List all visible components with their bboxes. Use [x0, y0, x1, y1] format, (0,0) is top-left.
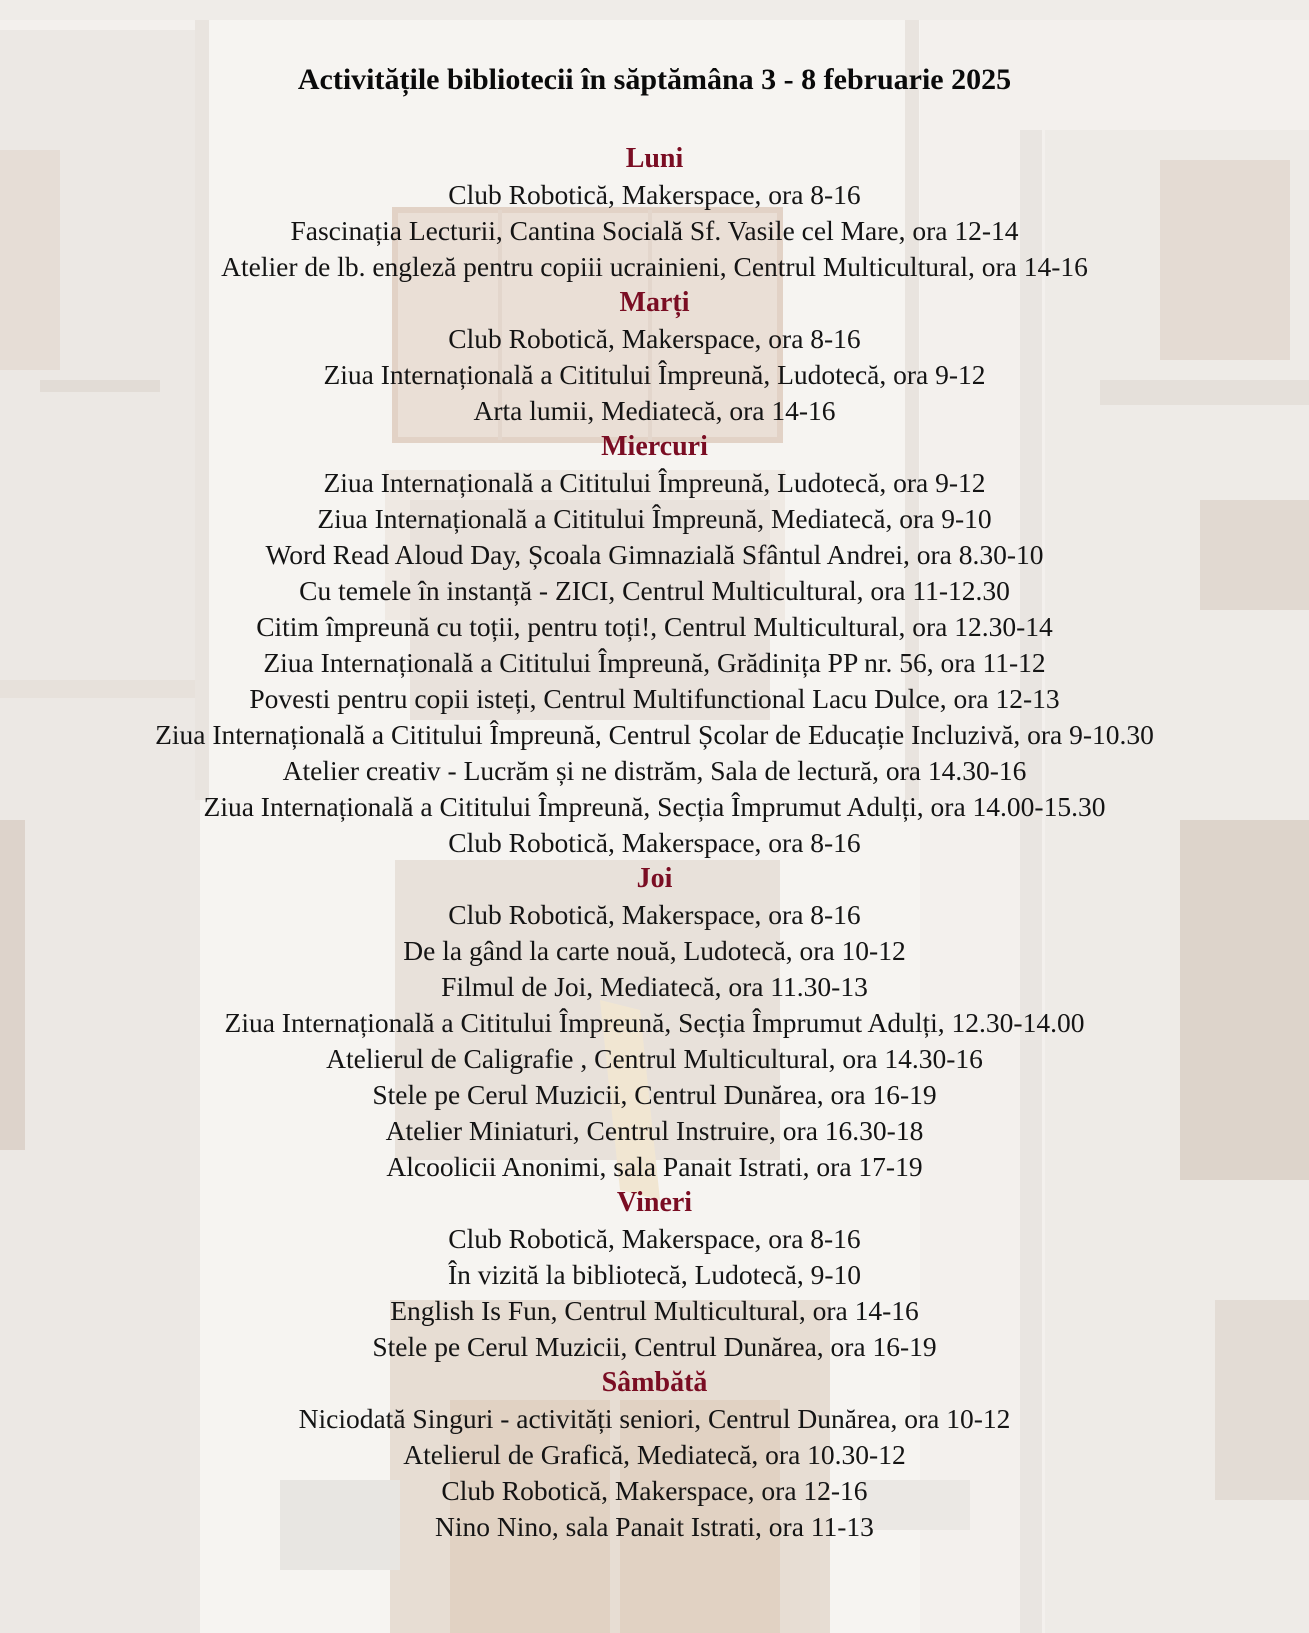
- activity-item: Cu temele în instanță - ZICI, Centrul Multicultural, ora 11-12.30: [299, 575, 1010, 606]
- activity-item: Alcoolicii Anonimi, sala Panait Istrati, ora 17-19: [386, 1151, 923, 1182]
- activity-item: English Is Fun, Centrul Multicultural, ora 14-16: [390, 1295, 919, 1326]
- activity-item: Arta lumii, Mediatecă, ora 14-16: [473, 395, 836, 426]
- day-heading: Luni: [625, 143, 684, 174]
- activity-item: Stele pe Cerul Muzicii, Centrul Dunărea, ora 16-19: [372, 1079, 937, 1110]
- day-block-luni: [0, 141, 1309, 285]
- activity-item: Atelier creativ - Lucrăm și ne distrăm, Sala de lectură, ora 14.30-16: [282, 755, 1027, 786]
- activity-item: Atelier de lb. engleză pentru copiii ucrainieni, Centrul Multicultural, ora 14-16: [221, 251, 1088, 282]
- page-title: Activitățile bibliotecii în săptămâna 3 - 8 februarie 2025: [297, 63, 1012, 96]
- activity-item: Word Read Aloud Day, Școala Gimnazială Sfântul Andrei, ora 8.30-10: [265, 539, 1044, 570]
- day-block-miercuri: [0, 429, 1309, 861]
- day-heading: Vineri: [616, 1187, 693, 1218]
- day-block-marti: [0, 285, 1309, 429]
- activity-item: Club Robotică, Makerspace, ora 12-16: [441, 1475, 868, 1506]
- day-heading: Joi: [636, 863, 673, 894]
- activity-item: În vizită la bibliotecă, Ludotecă, 9-10: [447, 1259, 862, 1290]
- activity-item: Filmul de Joi, Mediatecă, ora 11.30-13: [441, 971, 868, 1002]
- activity-item: Ziua Internațională a Cititului Împreună, Centrul Școlar de Educație Incluzivă, ora 9-10.30: [155, 719, 1154, 750]
- day-block-vineri: [0, 1185, 1309, 1365]
- activity-item: Stele pe Cerul Muzicii, Centrul Dunărea, ora 16-19: [372, 1331, 937, 1362]
- activity-item: Fascinația Lecturii, Cantina Socială Sf. Vasile cel Mare, ora 12-14: [290, 215, 1019, 246]
- day-heading: Miercuri: [601, 431, 708, 462]
- activity-item: De la gând la carte nouă, Ludotecă, ora 10-12: [403, 935, 906, 966]
- activity-item: Club Robotică, Makerspace, ora 8-16: [448, 1223, 861, 1254]
- weekly-schedule: [0, 141, 1309, 1545]
- activity-item: Ziua Internațională a Cititului Împreună, Ludotecă, ora 9-12: [323, 467, 986, 498]
- day-heading: Marți: [619, 287, 690, 318]
- activity-item: Atelier Miniaturi, Centrul Instruire, ora 16.30-18: [385, 1115, 924, 1146]
- day-block-sambata: [0, 1365, 1309, 1545]
- activity-item: Club Robotică, Makerspace, ora 8-16: [448, 899, 861, 930]
- activity-item: Club Robotică, Makerspace, ora 8-16: [448, 827, 861, 858]
- activity-item: Ziua Internațională a Cititului Împreună, Ludotecă, ora 9-12: [323, 359, 986, 390]
- activity-item: Club Robotică, Makerspace, ora 8-16: [448, 179, 861, 210]
- activity-item: Atelierul de Grafică, Mediatecă, ora 10.30-12: [403, 1439, 906, 1470]
- activity-item: Ziua Internațională a Cititului Împreună, Mediatecă, ora 9-10: [317, 503, 992, 534]
- day-heading: Sâmbătă: [601, 1367, 708, 1398]
- activity-item: Citim împreună cu toții, pentru toți!, Centrul Multicultural, ora 12.30-14: [256, 611, 1053, 642]
- activity-item: Ziua Internațională a Cititului Împreună, Secția Împrumut Adulți, 12.30-14.00: [224, 1007, 1085, 1038]
- activity-item: Ziua Internațională a Cititului Împreună, Secția Împrumut Adulți, ora 14.00-15.30: [203, 791, 1106, 822]
- activity-item: Niciodată Singuri - activități seniori, Centrul Dunărea, ora 10-12: [298, 1403, 1011, 1434]
- activity-item: Nino Nino, sala Panait Istrati, ora 11-13: [435, 1511, 874, 1542]
- activity-item: Ziua Internațională a Cititului Împreună, Grădinița PP nr. 56, ora 11-12: [263, 647, 1046, 678]
- activity-item: Club Robotică, Makerspace, ora 8-16: [448, 323, 861, 354]
- activity-item: Povesti pentru copii isteți, Centrul Multifunctional Lacu Dulce, ora 12-13: [249, 683, 1060, 714]
- activity-item: Atelierul de Caligrafie , Centrul Multicultural, ora 14.30-16: [326, 1043, 983, 1074]
- day-block-joi: [0, 861, 1309, 1185]
